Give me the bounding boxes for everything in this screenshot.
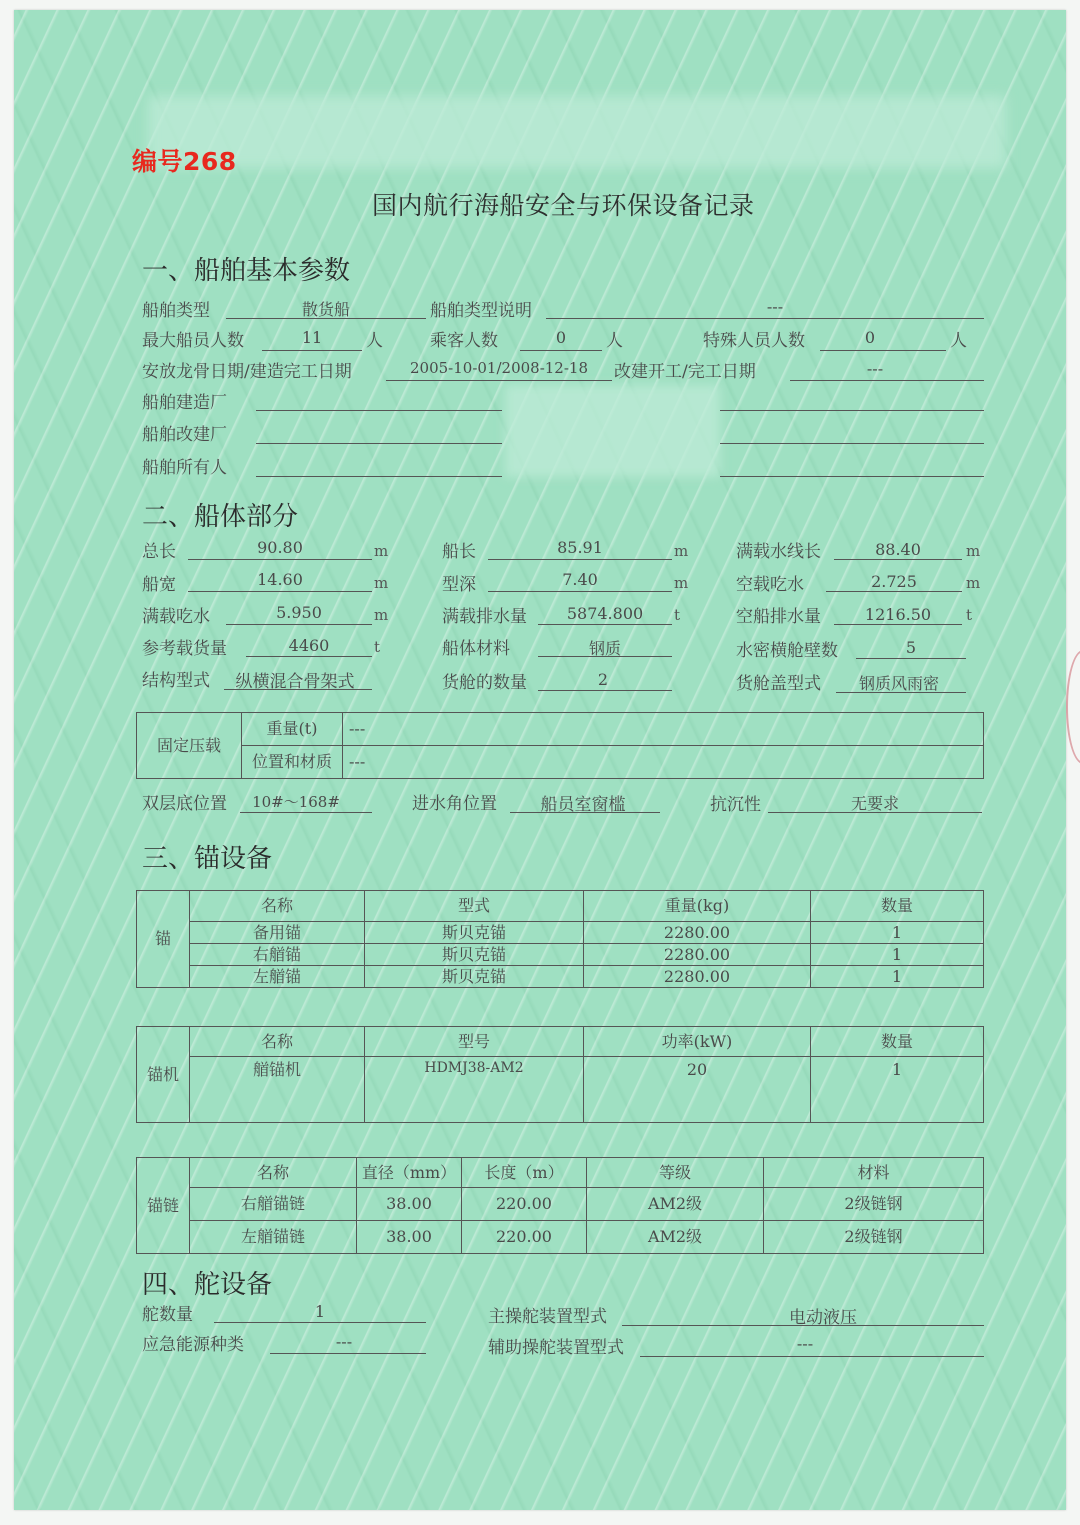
double-bottom-value: 10#～168#: [252, 793, 340, 811]
full-draft-value: 5.950: [276, 603, 322, 622]
bulkhead-label: 水密横舱壁数: [736, 641, 838, 661]
passengers-value: 0: [555, 328, 567, 347]
length-label: 船长: [442, 542, 476, 562]
windlass-cell: 艏锚机: [190, 1057, 365, 1123]
waterline-label: 满载水线长: [736, 542, 821, 562]
anchor-cell: 斯贝克锚: [365, 944, 584, 966]
chain-header-length: 长度（m）: [462, 1158, 587, 1188]
ship-type-desc-line: [546, 318, 984, 319]
windlass-cell: HDMJ38-AM2: [365, 1057, 584, 1123]
light-draft-label: 空载吃水: [736, 575, 804, 595]
chain-cell: 右艏锚链: [190, 1188, 357, 1221]
structure-label: 结构型式: [142, 671, 210, 691]
chain-cell: 2级链钢: [764, 1188, 984, 1221]
max-crew-label: 最大船员人数: [142, 331, 244, 351]
section3-heading: 三、锚设备: [142, 844, 273, 874]
cargo-value: 4460: [288, 636, 330, 655]
chain-cell: AM2级: [587, 1188, 764, 1221]
refit-date-label: 改建开工/完工日期: [614, 362, 756, 382]
chain-cell: 2级链钢: [764, 1221, 984, 1254]
holds-value: 2: [597, 670, 609, 689]
flooding-value: 船员室窗槛: [540, 795, 626, 815]
special-line: [820, 350, 946, 351]
length-unit: m: [674, 542, 689, 560]
rudder-count-value: 1: [314, 1302, 326, 1321]
rudder-count-line: [214, 1322, 426, 1323]
windlass-header-power: 功率(kW): [584, 1027, 811, 1057]
keel-date-value: 2005-10-01/2008-12-18: [409, 359, 589, 377]
refitter-label: 船舶改建厂: [142, 425, 227, 445]
windlass-cell: 1: [811, 1057, 984, 1123]
anchor-cell: 右艏锚: [190, 944, 365, 966]
ballast-table: [136, 712, 984, 779]
windlass-cell: 20: [584, 1057, 811, 1123]
seal-stamp: [1066, 650, 1080, 764]
ballast-label: 固定压载: [137, 713, 242, 779]
windlass-header-name: 名称: [190, 1027, 365, 1057]
anchor-table: [136, 890, 984, 988]
serial-number: 编号268: [132, 147, 237, 176]
builder-line-left: [256, 410, 502, 411]
aux-steer-line: [640, 1356, 984, 1357]
beam-line: [188, 591, 372, 592]
windlass-label: 锚机: [137, 1027, 190, 1123]
anchor-cell: 斯贝克锚: [365, 922, 584, 944]
chain-header-grade: 等级: [587, 1158, 764, 1188]
loa-line: [188, 559, 372, 560]
anchor-header-weight: 重量(kg): [584, 891, 811, 922]
section4-heading: 四、舵设备: [142, 1270, 273, 1300]
chain-cell: AM2级: [587, 1221, 764, 1254]
refitter-line-left: [256, 443, 502, 444]
loa-value: 90.80: [257, 538, 303, 557]
builder-line-right: [720, 410, 984, 411]
anchor-cell: 1: [811, 944, 984, 966]
loa-label: 总长: [142, 542, 176, 562]
aux-steer-label: 辅助操舵装置型式: [488, 1338, 624, 1358]
length-value: 85.91: [557, 538, 603, 557]
cargo-line: [246, 656, 372, 657]
light-disp-line: [834, 624, 962, 625]
bulkhead-line: [856, 658, 966, 659]
special-label: 特殊人员人数: [703, 331, 805, 351]
full-disp-label: 满载排水量: [442, 607, 527, 627]
emergency-value: ---: [335, 1332, 353, 1351]
light-draft-unit: m: [966, 574, 981, 592]
anchor-header-type: 型式: [365, 891, 584, 922]
depth-unit: m: [674, 574, 689, 592]
double-bottom-line: [240, 812, 372, 813]
passengers-unit: 人: [606, 331, 623, 351]
chain-header-material: 材料: [764, 1158, 984, 1188]
light-disp-value: 1216.50: [864, 605, 932, 624]
depth-label: 型深: [442, 575, 476, 595]
anchor-header-qty: 数量: [811, 891, 984, 922]
chain-label: 锚链: [137, 1158, 190, 1254]
max-crew-unit: 人: [366, 331, 383, 351]
main-steer-value: 电动液压: [789, 1308, 857, 1328]
windlass-header-model: 型号: [365, 1027, 584, 1057]
keel-date-line: [386, 380, 612, 381]
owner-line-left: [256, 476, 502, 477]
waterline-line: [834, 559, 962, 560]
aux-steer-value: ---: [796, 1334, 814, 1353]
ship-type-value: 散货船: [301, 300, 350, 319]
special-unit: 人: [950, 331, 967, 351]
beam-value: 14.60: [257, 570, 303, 589]
special-value: 0: [864, 328, 876, 347]
full-disp-unit: t: [674, 606, 681, 624]
anchor-header-name: 名称: [190, 891, 365, 922]
redacted-box: [505, 385, 720, 477]
holds-label: 货舱的数量: [442, 673, 527, 693]
windlass-header-qty: 数量: [811, 1027, 984, 1057]
cargo-unit: t: [374, 638, 381, 656]
section1-heading: 一、船舶基本参数: [142, 256, 351, 286]
loa-unit: m: [374, 542, 389, 560]
cargo-label: 参考载货量: [142, 639, 227, 659]
light-disp-label: 空船排水量: [736, 607, 821, 627]
material-label: 船体材料: [442, 639, 510, 659]
beam-label: 船宽: [142, 575, 176, 595]
emergency-label: 应急能源种类: [142, 1335, 244, 1355]
anchor-cell: 1: [811, 966, 984, 988]
holds-line: [538, 690, 672, 691]
chain-header-diameter: 直径（mm）: [357, 1158, 462, 1188]
full-disp-value: 5874.800: [566, 604, 644, 623]
chain-table: [136, 1157, 984, 1254]
length-line: [488, 559, 672, 560]
anchor-cell: 左艏锚: [190, 966, 365, 988]
anchor-cell: 2280.00: [584, 922, 811, 944]
light-disp-unit: t: [966, 606, 973, 624]
chain-cell: 38.00: [357, 1221, 462, 1254]
rudder-count-label: 舵数量: [142, 1305, 193, 1325]
bulkhead-value: 5: [905, 638, 917, 657]
emergency-line: [270, 1353, 426, 1354]
anchor-cell: 2280.00: [584, 944, 811, 966]
chain-cell: 220.00: [462, 1188, 587, 1221]
beam-unit: m: [374, 574, 389, 592]
full-draft-unit: m: [374, 606, 389, 624]
hatch-label: 货舱盖型式: [736, 674, 821, 694]
chain-cell: 220.00: [462, 1221, 587, 1254]
full-draft-label: 满载吃水: [142, 607, 210, 627]
refitter-line-right: [720, 443, 984, 444]
unsinkable-value: 无要求: [850, 794, 899, 813]
hatch-value: 钢质风雨密: [858, 674, 939, 693]
anchor-cell: 斯贝克锚: [365, 966, 584, 988]
keel-date-label: 安放龙骨日期/建造完工日期: [142, 362, 352, 382]
depth-value: 7.40: [562, 570, 598, 589]
waterline-value: 88.40: [875, 540, 921, 559]
structure-value: 纵横混合骨架式: [235, 672, 355, 692]
redacted-band: [148, 96, 1006, 168]
section2-heading: 二、船体部分: [142, 502, 299, 532]
light-draft-value: 2.725: [871, 572, 917, 591]
ship-type-desc-value: ---: [766, 297, 784, 316]
full-draft-line: [226, 624, 372, 625]
waterline-unit: m: [966, 542, 981, 560]
max-crew-value: 11: [301, 328, 323, 347]
max-crew-line: [262, 350, 362, 351]
double-bottom-label: 双层底位置: [142, 794, 227, 814]
ballast-weight-label: 重量(t): [242, 713, 343, 746]
anchor-label: 锚: [137, 891, 190, 988]
full-disp-line: [538, 624, 672, 625]
passengers-label: 乘客人数: [430, 331, 498, 351]
main-steer-label: 主操舵装置型式: [488, 1307, 607, 1327]
light-draft-line: [826, 591, 962, 592]
ballast-position-value: ---: [343, 746, 984, 779]
depth-line: [488, 591, 672, 592]
chain-cell: 38.00: [357, 1188, 462, 1221]
anchor-cell: 1: [811, 922, 984, 944]
passengers-line: [520, 350, 602, 351]
owner-label: 船舶所有人: [142, 458, 227, 478]
unsinkable-label: 抗沉性: [710, 795, 761, 815]
material-value: 钢质: [588, 639, 621, 658]
chain-cell: 左艏锚链: [190, 1221, 357, 1254]
refit-date-line: [790, 380, 984, 381]
flooding-label: 进水角位置: [412, 794, 497, 814]
chain-header-name: 名称: [190, 1158, 357, 1188]
page-title: 国内航行海船安全与环保设备记录: [372, 191, 755, 220]
windlass-table: [136, 1026, 984, 1123]
ship-type-label: 船舶类型: [142, 301, 210, 321]
refit-date-value: ---: [866, 359, 884, 378]
ship-type-desc-label: 船舶类型说明: [430, 301, 532, 321]
anchor-cell: 备用锚: [190, 922, 365, 944]
owner-line-right: [720, 476, 984, 477]
anchor-cell: 2280.00: [584, 966, 811, 988]
builder-label: 船舶建造厂: [142, 393, 227, 413]
ballast-position-label: 位置和材质: [242, 746, 343, 779]
ballast-weight-value: ---: [343, 713, 984, 746]
